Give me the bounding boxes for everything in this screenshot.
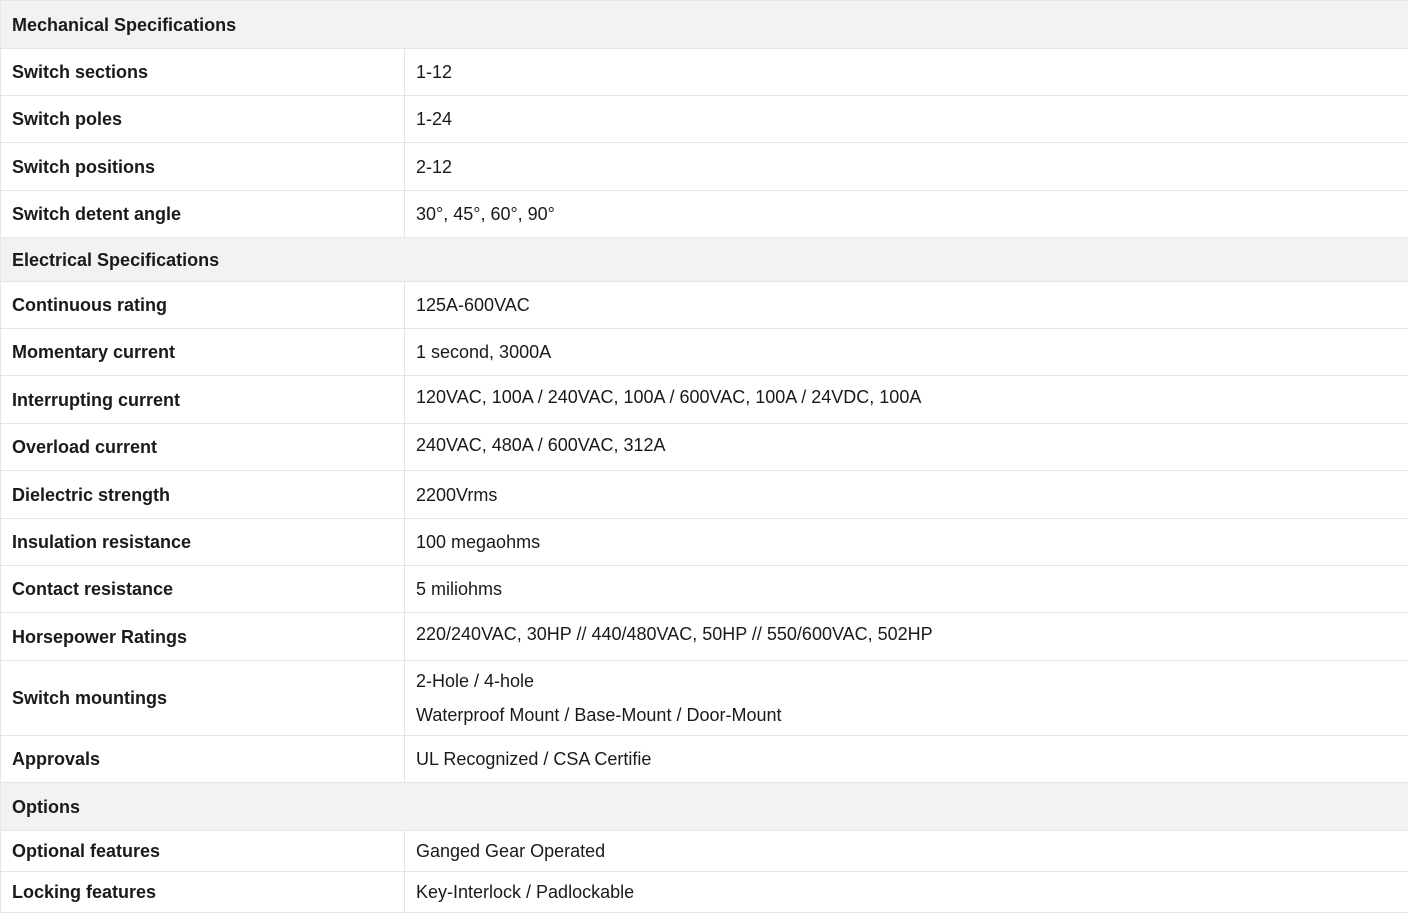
- table-row: [1, 831, 1408, 872]
- row-value: 1 second, 3000A: [405, 329, 1408, 376]
- section-title: Mechanical Specifications: [1, 1, 1408, 49]
- table-row: [1, 282, 1408, 329]
- row-value: 30°, 45°, 60°, 90°: [405, 191, 1408, 238]
- row-value: UL Recognized / CSA Certifie: [405, 736, 1408, 783]
- row-value: [405, 661, 1408, 736]
- table-row: [1, 143, 1408, 191]
- row-value: 120VAC, 100A / 240VAC, 100A / 600VAC, 100A / 24VDC, 100A: [405, 376, 1408, 424]
- table-row: [1, 471, 1408, 519]
- table-row: [1, 661, 1408, 736]
- table-row: [1, 49, 1408, 96]
- row-label: Momentary current: [1, 329, 405, 376]
- row-label: Switch sections: [1, 49, 405, 96]
- row-label: Dielectric strength: [1, 471, 405, 519]
- row-value: 2200Vrms: [405, 471, 1408, 519]
- table-row: [1, 329, 1408, 376]
- row-label: Insulation resistance: [1, 519, 405, 566]
- row-value: 1-12: [405, 49, 1408, 96]
- section-header-mechanical: [1, 1, 1408, 49]
- value-line: Waterproof Mount / Base-Mount / Door-Mount: [416, 705, 782, 725]
- row-label: Switch detent angle: [1, 191, 405, 238]
- row-label: Locking features: [1, 872, 405, 913]
- row-label: Optional features: [1, 831, 405, 872]
- table-row: [1, 191, 1408, 238]
- row-value: 100 megaohms: [405, 519, 1408, 566]
- section-header-options: [1, 783, 1408, 831]
- section-header-electrical: [1, 238, 1408, 282]
- row-value: 240VAC, 480A / 600VAC, 312A: [405, 424, 1408, 471]
- row-value: 2-12: [405, 143, 1408, 191]
- row-label: Switch poles: [1, 96, 405, 143]
- row-label: Horsepower Ratings: [1, 613, 405, 661]
- section-title: Options: [1, 783, 1408, 831]
- table-row: [1, 96, 1408, 143]
- table-row: [1, 613, 1408, 661]
- section-title: Electrical Specifications: [1, 238, 1408, 282]
- row-label: Approvals: [1, 736, 405, 783]
- table-row: [1, 519, 1408, 566]
- row-label: Switch positions: [1, 143, 405, 191]
- table-row: [1, 424, 1408, 471]
- table-row: [1, 566, 1408, 613]
- value-line: 2-Hole / 4-hole: [416, 671, 535, 691]
- table-row: [1, 872, 1408, 913]
- row-value: 125A-600VAC: [405, 282, 1408, 329]
- row-value: 220/240VAC, 30HP // 440/480VAC, 50HP // 550/600VAC, 502HP: [405, 613, 1408, 661]
- row-label: Overload current: [1, 424, 405, 471]
- table-row: [1, 376, 1408, 424]
- row-value: 5 miliohms: [405, 566, 1408, 613]
- row-value: Ganged Gear Operated: [405, 831, 1408, 872]
- row-label: Contact resistance: [1, 566, 405, 613]
- table-row: [1, 736, 1408, 783]
- row-value: Key-Interlock / Padlockable: [405, 872, 1408, 913]
- row-label: Switch mountings: [1, 661, 405, 736]
- row-value: 1-24: [405, 96, 1408, 143]
- row-label: Interrupting current: [1, 376, 405, 424]
- row-label: Continuous rating: [1, 282, 405, 329]
